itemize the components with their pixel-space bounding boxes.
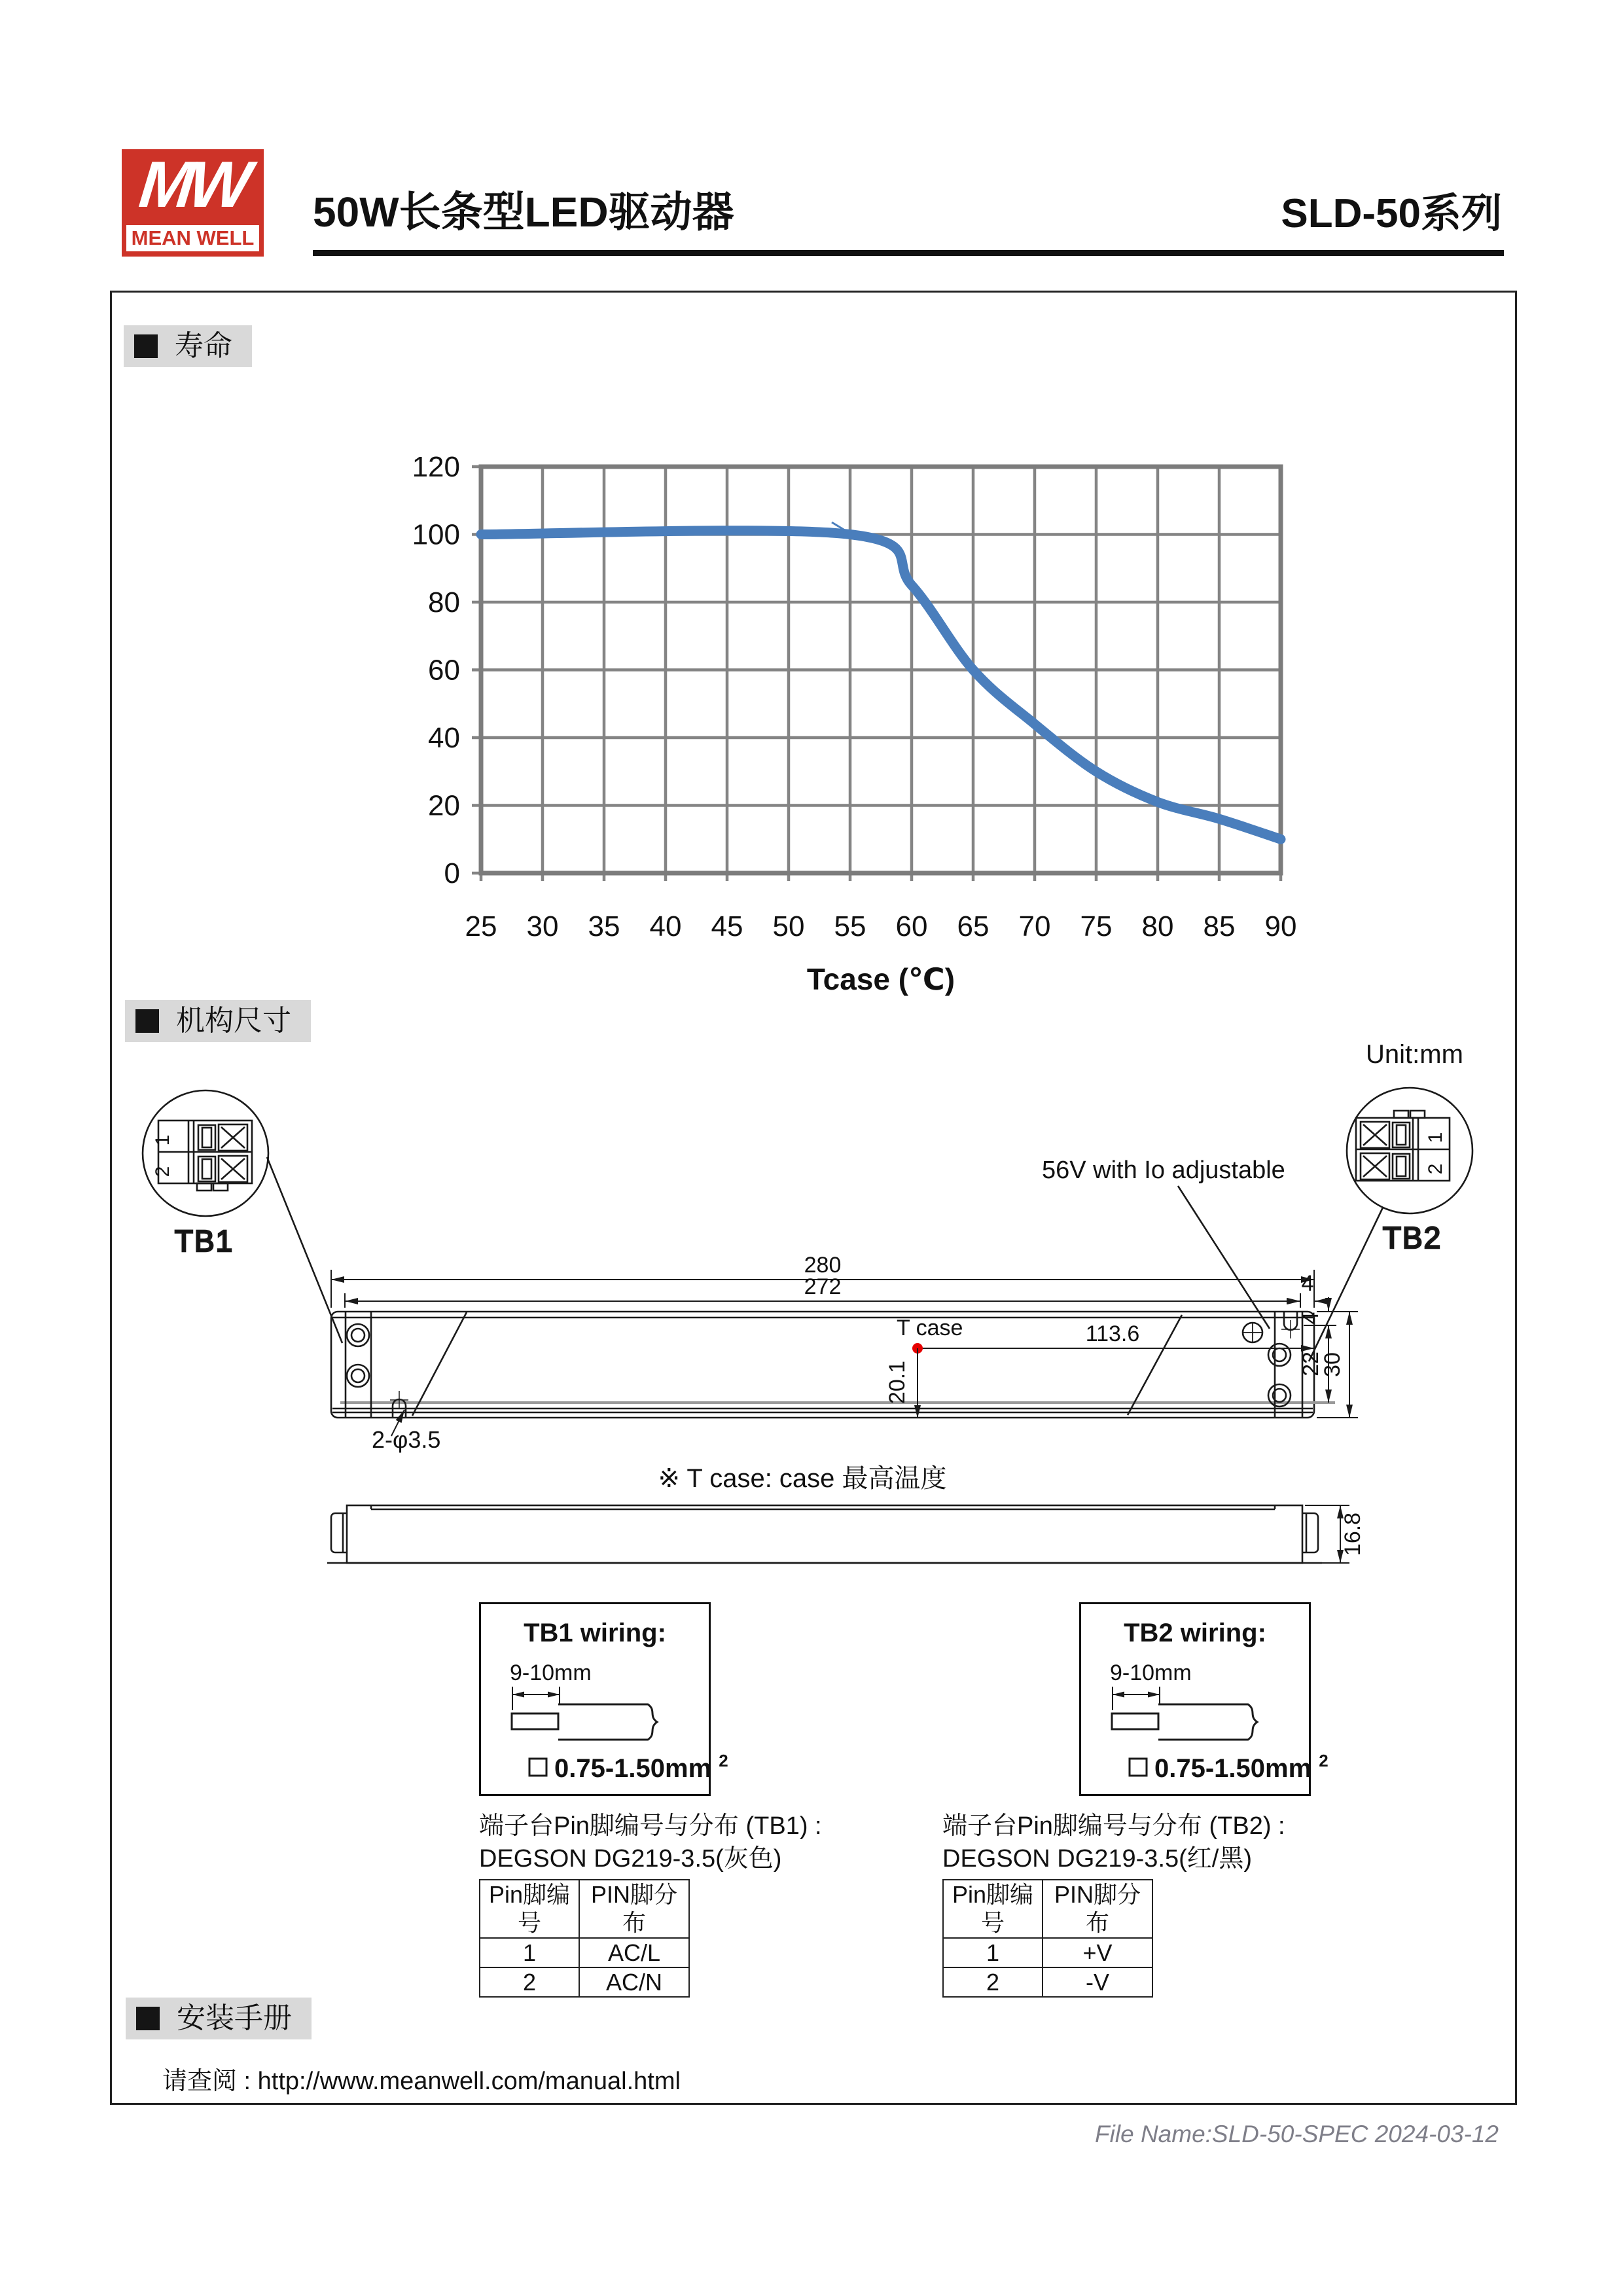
tb2-wiring-title: TB2 wiring: — [1124, 1619, 1266, 1647]
section-heading-manual — [126, 1998, 312, 2039]
tb1-wiring-title: TB1 wiring: — [524, 1619, 666, 1647]
tb1-screw-icon — [219, 1124, 247, 1151]
top-view-dimensions — [331, 1253, 1358, 1453]
wire-conductor — [512, 1713, 558, 1729]
tb1-screw-icon — [219, 1156, 247, 1182]
pin-number-cell: 2 — [480, 1967, 579, 1997]
mounting-holes-text: 2-φ3.5 — [372, 1426, 441, 1453]
section-heading-mechanical-label: 机构尺寸 — [176, 1005, 291, 1037]
derating-chart — [393, 419, 1374, 1021]
y-tick-label: 60 — [428, 654, 460, 687]
tb2-pin-table-block — [942, 1812, 1400, 1998]
dim-272-text: 272 — [804, 1274, 842, 1299]
derating-chart-svg — [393, 419, 1374, 1021]
section-heading-life-label: 寿命 — [175, 330, 232, 362]
y-tick-label: 100 — [412, 518, 460, 551]
checkbox-icon — [1130, 1759, 1147, 1776]
x-tick-label: 70 — [1018, 910, 1051, 942]
wire-size-text — [1154, 1751, 1329, 1783]
dim-280-text: 280 — [804, 1253, 842, 1278]
wire-size-sup: 2 — [1319, 1751, 1329, 1770]
x-tick-label: 85 — [1203, 910, 1236, 942]
series-title: SLD-50系列 — [1281, 191, 1502, 236]
dim-22-text: 22 — [1298, 1352, 1323, 1376]
pin-assign-header: PIN脚分布 — [579, 1880, 689, 1937]
strip-length-text: 9-10mm — [1110, 1660, 1192, 1685]
pin-assign-cell: -V — [1043, 1967, 1152, 1997]
wire-size-value: 0.75-1.50mm — [1154, 1754, 1312, 1783]
table-row — [480, 1967, 689, 1997]
mounting-keyhole-right — [1281, 1312, 1300, 1338]
pin-assign-cell: AC/N — [579, 1967, 689, 1997]
tb1-label: TB1 — [174, 1224, 234, 1258]
x-tick-label: 25 — [465, 910, 497, 942]
mechanical-drawing — [105, 1021, 1518, 1610]
pin-number-header: Pin脚编号 — [943, 1880, 1043, 1937]
x-tick-label: 55 — [834, 910, 866, 942]
x-tick-label: 60 — [895, 910, 928, 942]
strip-length-text: 9-10mm — [510, 1660, 592, 1685]
manual-url-line: 请查阅 : http://www.meanwell.com/manual.html — [162, 2068, 681, 2095]
tb2-leader-line — [1309, 1208, 1383, 1361]
y-tick-label: 40 — [428, 722, 460, 754]
wire-size-value: 0.75-1.50mm — [554, 1754, 712, 1783]
section-heading-manual-label: 安装手册 — [177, 2002, 292, 2034]
y-tick-label: 20 — [428, 789, 460, 822]
checkbox-icon — [529, 1759, 546, 1776]
pin-number-cell: 1 — [480, 1938, 579, 1967]
wire-size-text — [554, 1751, 728, 1783]
tb2-pin2-digit: 2 — [1425, 1163, 1446, 1175]
x-tick-label: 30 — [526, 910, 559, 942]
x-tick-label: 45 — [711, 910, 743, 942]
x-tick-label: 75 — [1080, 910, 1113, 942]
pin-number-cell: 1 — [943, 1938, 1043, 1967]
table-row — [943, 1967, 1152, 1997]
adjustable-note: 56V with Io adjustable — [1042, 1157, 1285, 1184]
unit-label: Unit:mm — [1366, 1040, 1463, 1069]
x-tick-label: 80 — [1141, 910, 1174, 942]
black-square-icon — [136, 2007, 160, 2030]
pin-assign-cell: AC/L — [579, 1938, 689, 1967]
tb1-pin-table — [479, 1879, 690, 1998]
x-axis-label: Tcase (℃) — [806, 962, 955, 996]
side-view-outline — [327, 1505, 1322, 1563]
y-tick-label: 120 — [412, 451, 460, 483]
logo-brand-text: MEAN WELL — [131, 226, 255, 249]
tb2-pin-title: 端子台Pin脚编号与分布 (TB2) : — [942, 1812, 1285, 1840]
dim-168-text: 16.8 — [1340, 1512, 1365, 1556]
table-header-row — [480, 1880, 689, 1937]
tcase-label: T case — [897, 1316, 963, 1340]
wire-size-sup: 2 — [719, 1751, 728, 1770]
table-header-row — [943, 1880, 1152, 1937]
black-square-icon — [134, 334, 158, 358]
x-tick-label: 40 — [649, 910, 682, 942]
tb2-screw-icon — [1361, 1122, 1389, 1148]
wire-conductor — [1112, 1713, 1158, 1729]
derating-curve — [481, 531, 1281, 840]
x-tick-label: 50 — [772, 910, 805, 942]
tb1-wiring-box — [479, 1602, 728, 1796]
dim-201-text: 20.1 — [885, 1360, 910, 1405]
pin-number-cell: 2 — [943, 1967, 1043, 1997]
page-title: 50W长条型LED驱动器 — [313, 188, 734, 236]
header-rule — [313, 250, 1504, 256]
mechanical-drawing-svg — [105, 1021, 1518, 1610]
x-tick-label: 35 — [588, 910, 620, 942]
tb2-pin-subtitle: DEGSON DG219-3.5(红/黑) — [942, 1844, 1252, 1873]
table-row — [480, 1938, 689, 1967]
tb1-pin2-digit: 2 — [152, 1166, 173, 1177]
wire-insulation — [1158, 1704, 1257, 1740]
x-tick-label: 90 — [1264, 910, 1297, 942]
tb2-pin1-digit: 1 — [1425, 1132, 1446, 1143]
dim-113-text: 113.6 — [1085, 1321, 1140, 1346]
file-name-footer: File Name:SLD-50-SPEC 2024-03-12 — [1095, 2121, 1499, 2147]
tb1-pin-subtitle: DEGSON DG219-3.5(灰色) — [479, 1844, 782, 1873]
tb1-pin-table-block — [479, 1812, 937, 1998]
tcase-note: ※ T case: case 最高温度 — [658, 1464, 947, 1493]
dim-4v-text: 4 — [1298, 1312, 1323, 1325]
logo-mw-icon: MW — [135, 148, 250, 221]
meanwell-logo — [122, 149, 264, 257]
dim-30-text: 30 — [1320, 1352, 1345, 1377]
io-adjust-screw-icon — [1243, 1323, 1262, 1342]
pin-number-header: Pin脚编号 — [480, 1880, 579, 1937]
x-tick-label: 65 — [957, 910, 990, 942]
y-tick-label: 80 — [428, 586, 460, 619]
top-view-outline — [331, 1312, 1335, 1418]
tb1-pin1-digit: 1 — [152, 1134, 173, 1146]
tb2-wire-diagram — [1081, 1642, 1329, 1794]
mounting-keyhole-left — [390, 1391, 408, 1418]
logo-brand-band — [126, 225, 259, 251]
tb2-pin-table — [942, 1879, 1153, 1998]
tb2-screw-icon — [1361, 1153, 1389, 1179]
wire-insulation — [558, 1704, 657, 1740]
dim-4h-text: 4 — [1301, 1271, 1314, 1296]
adjustable-leader-line — [1178, 1186, 1270, 1329]
tb2-wiring-box — [1079, 1602, 1329, 1796]
section-heading-life — [124, 325, 252, 367]
pin-assign-header: PIN脚分布 — [1043, 1880, 1152, 1937]
tb1-pin-title: 端子台Pin脚编号与分布 (TB1) : — [479, 1812, 822, 1840]
tb1-detail-bubble — [143, 1090, 342, 1343]
tb2-label: TB2 — [1382, 1221, 1442, 1255]
y-tick-label: 0 — [444, 857, 460, 889]
tb1-wire-diagram — [481, 1642, 728, 1794]
pin-assign-cell: +V — [1043, 1938, 1152, 1967]
table-row — [943, 1938, 1152, 1967]
